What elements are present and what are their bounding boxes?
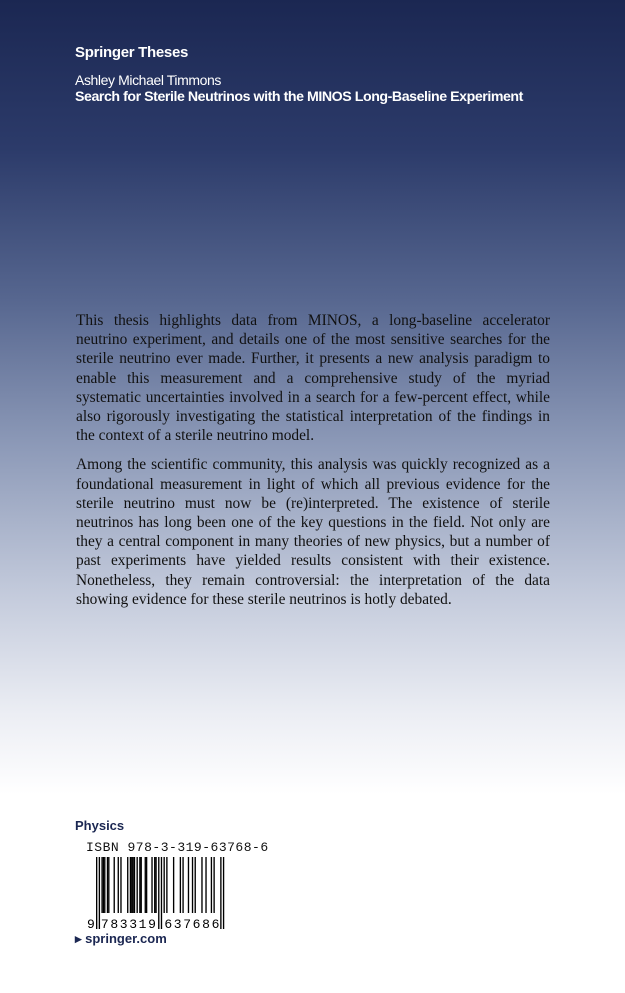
- barcode-digit: 6: [211, 917, 220, 931]
- barcode-digit: 7: [100, 917, 109, 931]
- barcode-bar: [195, 857, 196, 913]
- barcode-bar: [158, 857, 159, 929]
- barcode-bar: [137, 857, 138, 913]
- barcode-bar: [164, 857, 165, 913]
- series-name: Springer Theses: [75, 44, 189, 61]
- barcode-digit: 3: [173, 917, 182, 931]
- barcode-bar: [141, 857, 142, 913]
- website-link[interactable]: ▸ springer.com: [75, 931, 167, 946]
- barcode-digit: 9: [148, 917, 156, 931]
- isbn-label: ISBN 978-3-319-63768-6: [86, 840, 269, 855]
- barcode-bar: [173, 857, 174, 913]
- barcode-digit: 1: [138, 917, 147, 931]
- barcode-bar: [205, 857, 206, 913]
- barcode-bar: [220, 857, 221, 929]
- blurb-paragraph: This thesis highlights data from MINOS, a long-baseline accelerator neutrino experiment, and details one of the most sensitive searches for the sterile neutrino ever made. Further, it presents a new analysis paradigm to enable this measurement and a comprehensive study of the myriad systematic uncertainties involved in a search for a few-percent effect, while also rigorously investigating the statistical interpretation of the findings in the context of a sterile neutrino model.: [76, 312, 550, 445]
- isbn-barcode: [84, 855, 234, 931]
- barcode-bar: [139, 857, 140, 913]
- barcode-bar: [154, 857, 155, 913]
- barcode-bar: [127, 857, 128, 913]
- barcode-bar: [213, 857, 214, 913]
- subject-category: Physics: [75, 818, 125, 833]
- barcode-bar: [201, 857, 202, 913]
- barcode-bar: [161, 857, 162, 929]
- barcode-bar: [211, 857, 212, 913]
- barcode-bar: [182, 857, 183, 913]
- barcode-bar: [101, 857, 102, 913]
- barcode-bar: [99, 857, 100, 929]
- barcode-bar: [96, 857, 97, 929]
- barcode-bar: [134, 857, 135, 913]
- barcode-bar: [223, 857, 224, 929]
- barcode-bar: [104, 857, 105, 913]
- barcode-bar: [188, 857, 189, 913]
- blurb-paragraph: Among the scientific community, this analysis was quickly recognized as a foundational measurement in light of which all previous evidence for the sterile neutrino must now be (re)interpreted. The existence of sterile neutrinos has long been one of the key questions in the field. Not only are they a central component in many theories of new physics, but a number of past experiments have yielded results consistent with their existence. Nonetheless, they remain controversial: the interpretation of the data showing evidence for these sterile neutrinos is hotly debated.: [76, 456, 550, 608]
- barcode-bar: [145, 857, 146, 913]
- barcode-digit: 8: [202, 917, 210, 931]
- barcode-bar: [108, 857, 109, 913]
- barcode-bar: [120, 857, 121, 913]
- barcode-digit: 6: [192, 917, 201, 931]
- barcode-bar: [132, 857, 133, 913]
- barcode-digit: 9: [87, 917, 95, 931]
- barcode-bar: [166, 857, 167, 913]
- book-title: Search for Sterile Neutrinos with the MINOS Long-Baseline Experiment: [75, 89, 523, 105]
- barcode-bar: [151, 857, 152, 913]
- barcode-bar: [118, 857, 119, 913]
- barcode-bar: [130, 857, 131, 913]
- barcode-digit: 8: [110, 917, 119, 931]
- blurb: [76, 311, 550, 619]
- barcode-bar: [146, 857, 147, 913]
- barcode-digit: 6: [164, 917, 173, 931]
- barcode-bar: [131, 857, 132, 913]
- barcode-digit: 3: [119, 917, 128, 931]
- barcode-bar: [192, 857, 193, 913]
- barcode-bar: [114, 857, 115, 913]
- barcode-digit: 7: [183, 917, 192, 931]
- barcode-bar: [155, 857, 156, 913]
- barcode-digit: 3: [129, 917, 138, 931]
- barcode-bar: [103, 857, 104, 913]
- barcode-bar: [180, 857, 181, 913]
- barcode-bar: [107, 857, 108, 913]
- author-name: Ashley Michael Timmons: [75, 72, 222, 88]
